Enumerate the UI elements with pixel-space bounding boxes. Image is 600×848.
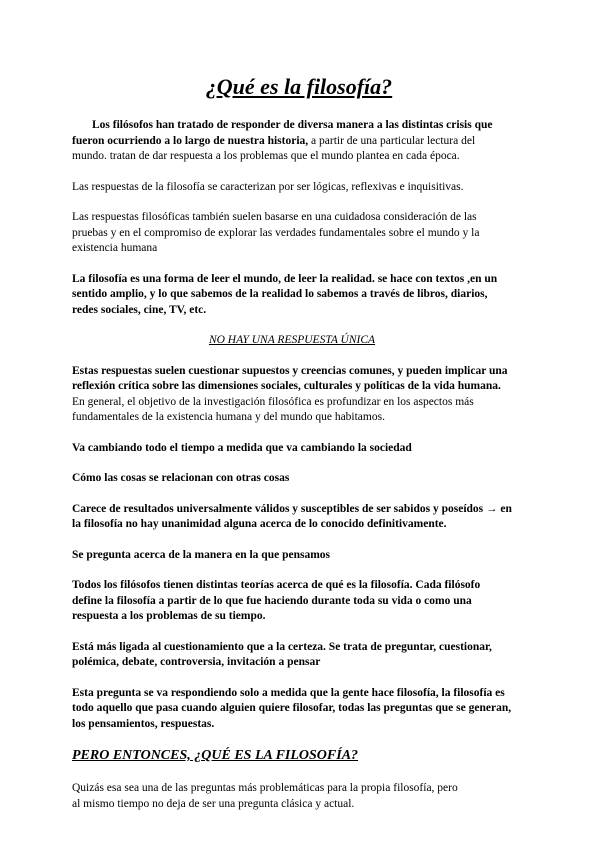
page-title: ¿Qué es la filosofía? <box>205 74 393 99</box>
intro-normal-text: a partir de una particular lectura del mundo. tratan de dar respuesta a los problemas que el mundo plantea en cada época. <box>72 134 476 162</box>
paragraph-critical-reflection <box>72 364 512 426</box>
intro-bold-text: Los filósofos han tratado de responder de diversa manera a las distintas crisis que fueron ocurriendo a lo largo de nuestra historia, <box>72 119 493 147</box>
paragraph-theories: Todos los filósofos tienen distintas teorías acerca de qué es la filosofía. Cada filósofo define la filosofía a partir de lo que fue haciendo durante toda su vida o como una respuesta a los problemas de su tiempo. <box>72 579 481 622</box>
paragraph-reading-world: La filosofía es una forma de leer el mundo, de leer la realidad. se hace con textos ,en un sentido amplio, y lo que sabemos de la realidad lo sabemos a través de libros, diarios, redes sociales, cine, TV, etc. <box>72 272 498 316</box>
paragraph-evidence: Las respuestas filosóficas también suelen basarse en una cuidadosa consideración de las pruebas y en el compromiso de explorar las verdades fundamentales sobre el mundo y la existencia humana <box>72 211 480 254</box>
paragraph-closing <box>72 781 512 812</box>
paragraph-intro <box>72 118 512 165</box>
paragraph-how-we-think: Se pregunta acerca de la manera en la que pensamos <box>72 548 330 561</box>
subheading-no-unique-answer: NO HAY UNA RESPUESTA ÚNICA <box>208 334 376 346</box>
heading-what-is-philosophy: PERO ENTONCES, ¿QUÉ ES LA FILOSOFÍA? <box>72 748 359 763</box>
critical-bold-text: Estas respuestas suelen cuestionar supuestos y creencias comunes, y pueden implicar una reflexión crítica sobre las dimensiones sociales, culturales y políticas de la vida humana. <box>72 364 508 392</box>
paragraph-questioning: Está más ligada al cuestionamiento que a la certeza. Se trata de preguntar, cuestionar, polémica, debate, controversia, invitación a pensar <box>72 640 492 668</box>
critical-normal-text: En general, el objetivo de la investigación filosófica es profundizar en los aspectos más fundamentales de la existencia humana y del mundo que habitamos. <box>72 395 474 423</box>
paragraph-no-unanimity: Carece de resultados universalmente válidos y susceptibles de ser sabidos y poseídos → en la filosofía no hay unanimidad alguna acerca de lo conocido definitivamente. <box>72 502 512 530</box>
closing-line-1: Quizás esa sea una de las preguntas más problemáticas para la propia filosofía, pero <box>72 782 458 794</box>
paragraph-answering: Esta pregunta se va respondiendo solo a medida que la gente hace filosofía, la filosofía es todo aquello que pasa cuando alguien quiere filosofar, todas las preguntas que se generan, los pensamientos, respuestas. <box>72 686 512 730</box>
paragraph-relations: Cómo las cosas se relacionan con otras cosas <box>72 472 290 484</box>
paragraph-changing: Va cambiando todo el tiempo a medida que va cambiando la sociedad <box>72 441 412 454</box>
closing-line-2: al mismo tiempo no deja de ser una pregunta clásica y actual. <box>72 797 355 810</box>
paragraph-characteristics: Las respuestas de la filosofía se caracterizan por ser lógicas, reflexivas e inquisitivas. <box>72 180 464 193</box>
